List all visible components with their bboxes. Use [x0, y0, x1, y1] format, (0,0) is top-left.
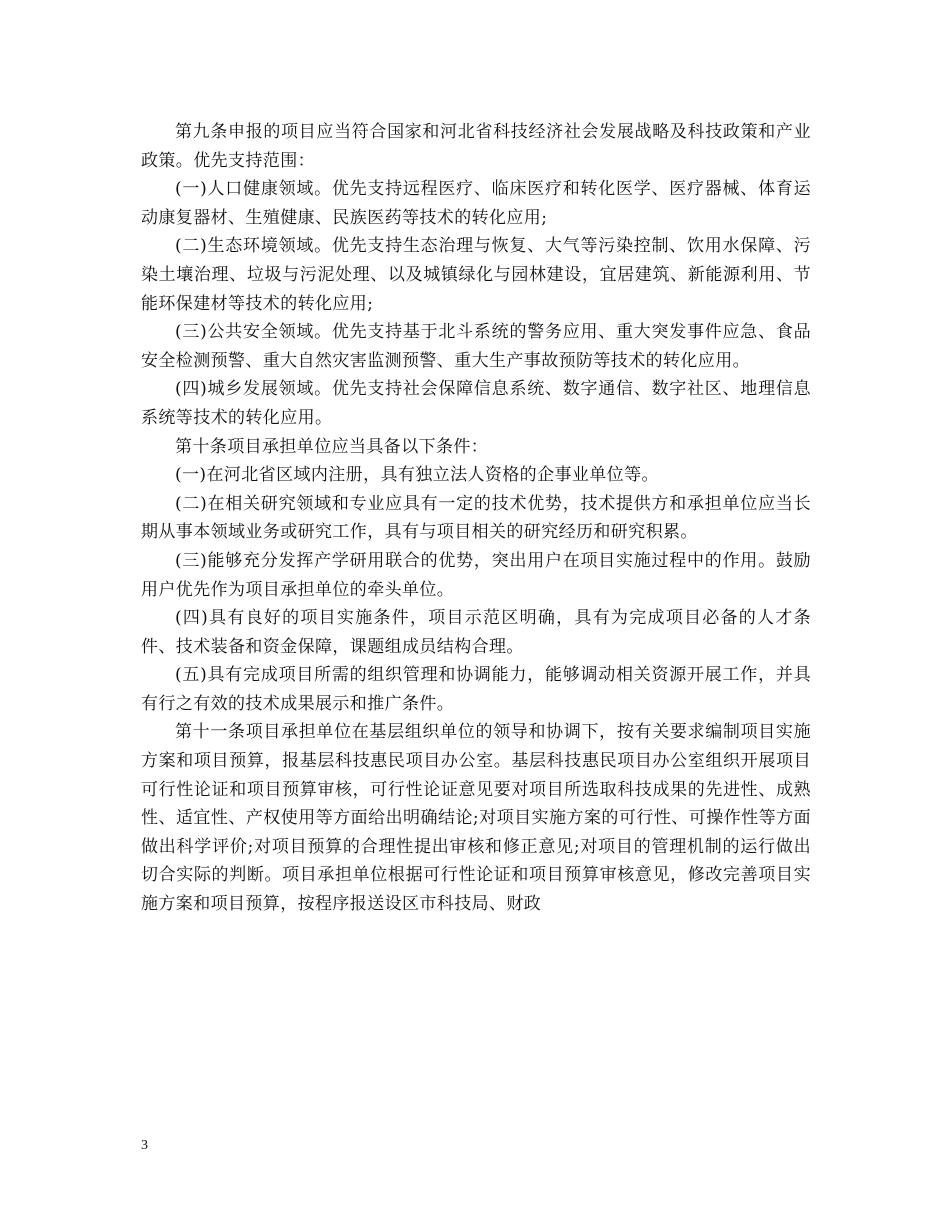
paragraph-condition-1: (一)在河北省区域内注册，具有独立法人资格的企事业单位等。 — [175, 465, 659, 486]
paragraph-article-11: 第十一条项目承担单位在基层组织单位的领导和协调下，按有关要求编制项目实施方案和项目预算，报基层科技惠民项目办公室。基层科技惠民项目办公室组织开展项目可行性论证和项目预算审核，可行性论证意见要对项目所选取科技成果的先进性、成熟性、适宜性、产权使用等方面给出明确结论;对项目实施方案的可行性、可操作性等方面做出科学评价;对项目预算的合理性提出审核和修正意见;对项目的管理机制的运行做出切合实际的判断。项目承担单位根据可行性论证和项目预算审核意见，修改完善项目实施方案和项目预算，按程序报送设区市科技局、财政 — [141, 722, 811, 915]
paragraph-item-4-urban-rural: (四)城乡发展领域。优先支持社会保障信息系统、数字通信、数字社区、地理信息系统等技术的转化应用。 — [141, 379, 811, 428]
paragraph-condition-2: (二)在相关研究领域和专业应具有一定的技术优势，技术提供方和承担单位应当长期从事本领域业务或研究工作，具有与项目相关的研究经历和研究积累。 — [141, 493, 811, 543]
paragraph-condition-4: (四)具有良好的项目实施条件，项目示范区明确，具有为完成项目必备的人才条件、技术装备和资金保障，课题组成员结构合理。 — [141, 608, 811, 657]
paragraph-item-1-health: (一)人口健康领域。优先支持远程医疗、临床医疗和转化医学、医疗器械、体育运动康复器材、生殖健康、民族医药等技术的转化应用; — [141, 179, 811, 228]
paragraph-condition-3: (三)能够充分发挥产学研用联合的优势，突出用户在项目实施过程中的作用。鼓励用户优先作为项目承担单位的牵头单位。 — [141, 550, 811, 600]
paragraph-item-3-public-safety: (三)公共安全领域。优先支持基于北斗系统的警务应用、重大突发事件应急、食品安全检测预警、重大自然灾害监测预警、重大生产事故预防等技术的转化应用。 — [141, 322, 811, 371]
page-number: 3 — [141, 1138, 148, 1153]
paragraph-article-9: 第九条申报的项目应当符合国家和河北省科技经济社会发展战略及科技政策和产业政策。优先支持范围： — [141, 122, 811, 171]
paragraph-condition-5: (五)具有完成项目所需的组织管理和协调能力，能够调动相关资源开展工作，并具有行之有效的技术成果展示和推广条件。 — [141, 665, 811, 714]
document-body — [141, 118, 811, 919]
paragraph-article-10: 第十条项目承担单位应当具备以下条件： — [175, 436, 489, 457]
paragraph-item-2-environment: (二)生态环境领域。优先支持生态治理与恢复、大气等污染控制、饮用水保障、污染土壤治理、垃圾与污泥处理、以及城镇绿化与园林建设，宜居建筑、新能源利用、节能环保建材等技术的转化应用; — [141, 236, 811, 314]
